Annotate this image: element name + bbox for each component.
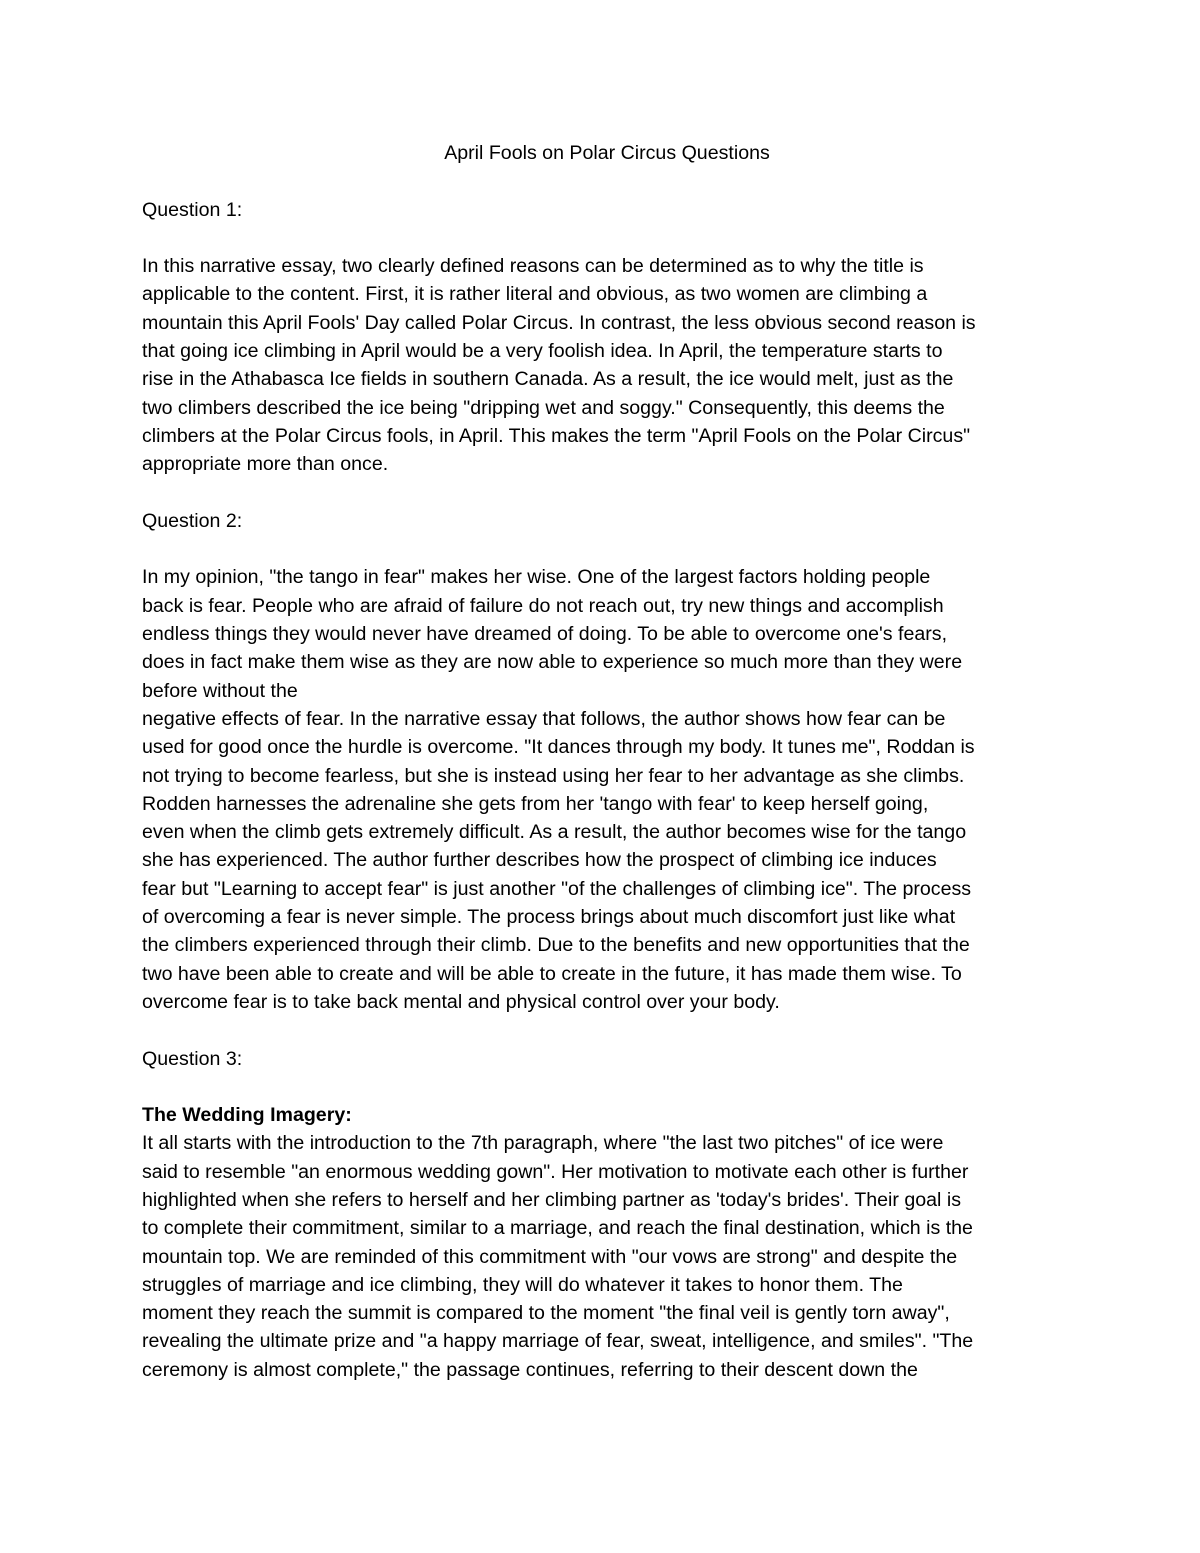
text-line: Rodden harnesses the adrenaline she gets from her 'tango with fear' to keep herself going, bbox=[142, 792, 929, 815]
text-line: before without the bbox=[142, 679, 298, 702]
text-line: not trying to become fearless, but she is instead using her fear to her advantage as she climbs. bbox=[142, 764, 965, 787]
text-line: In this narrative essay, two clearly defined reasons can be determined as to why the title is bbox=[142, 255, 924, 278]
text-line: of overcoming a fear is never simple. The process brings about much discomfort just like what bbox=[142, 906, 956, 929]
text-line: revealing the ultimate prize and "a happy marriage of fear, sweat, intelligence, and smiles". "The bbox=[142, 1330, 974, 1353]
text-line: rise in the Athabasca Ice fields in southern Canada. As a result, the ice would melt, just as the bbox=[142, 368, 954, 391]
document-body bbox=[142, 139, 1072, 1412]
text-line: even when the climb gets extremely difficult. As a result, the author becomes wise for the tango bbox=[142, 821, 967, 844]
text-line: ceremony is almost complete," the passage continues, referring to their descent down the bbox=[142, 1358, 918, 1381]
text-line: moment they reach the summit is compared to the moment "the final veil is gently torn away", bbox=[142, 1302, 950, 1325]
text-line: to complete their commitment, similar to a marriage, and reach the final destination, which is the bbox=[142, 1217, 973, 1240]
text-line: endless things they would never have dreamed of doing. To be able to overcome one's fears, bbox=[142, 623, 948, 646]
text-line: applicable to the content. First, it is rather literal and obvious, as two women are climbing a bbox=[142, 283, 928, 306]
question-3-answer bbox=[142, 1101, 1072, 1384]
question-3-heading: Question 3: bbox=[142, 1047, 243, 1070]
text-line: the climbers experienced through their climb. Due to the benefits and new opportunities that the bbox=[142, 934, 970, 957]
text-line: said to resemble "an enormous wedding gown". Her motivation to motivate each other is further bbox=[142, 1160, 969, 1183]
text-line: used for good once the hurdle is overcome. "It dances through my body. It tunes me", Roddan is bbox=[142, 736, 975, 759]
question-2-answer bbox=[142, 563, 1072, 1016]
text-line: two have been able to create and will be able to create in the future, it has made them wise. To bbox=[142, 962, 962, 985]
document-title: April Fools on Polar Circus Questions bbox=[444, 142, 770, 164]
text-line: climbers at the Polar Circus fools, in April. This makes the term "April Fools on the Polar Circus" bbox=[142, 424, 971, 447]
text-line: mountain this April Fools' Day called Polar Circus. In contrast, the less obvious second reason is bbox=[142, 311, 976, 334]
text-line: overcome fear is to take back mental and physical control over your body. bbox=[142, 990, 780, 1013]
text-line: that going ice climbing in April would be a very foolish idea. In April, the temperature starts to bbox=[142, 340, 943, 363]
text-line: back is fear. People who are afraid of failure do not reach out, try new things and accomplish bbox=[142, 594, 944, 617]
text-line: mountain top. We are reminded of this commitment with "our vows are strong" and despite the bbox=[142, 1245, 958, 1268]
text-line: fear but "Learning to accept fear" is just another "of the challenges of climbing ice". The process bbox=[142, 877, 972, 900]
question-1-heading: Question 1: bbox=[142, 198, 243, 221]
question-2-heading: Question 2: bbox=[142, 509, 243, 532]
text-line: appropriate more than once. bbox=[142, 453, 389, 476]
text-line: she has experienced. The author further describes how the prospect of climbing ice induces bbox=[142, 849, 937, 872]
text-line: highlighted when she refers to herself and her climbing partner as 'today's brides'. Their goal is bbox=[142, 1188, 962, 1211]
text-line: struggles of marriage and ice climbing, they will do whatever it takes to honor them. The bbox=[142, 1273, 903, 1296]
text-line: does in fact make them wise as they are now able to experience so much more than they were bbox=[142, 651, 963, 674]
text-line: It all starts with the introduction to the 7th paragraph, where "the last two pitches" of ice were bbox=[142, 1132, 944, 1155]
text-line: In my opinion, "the tango in fear" makes her wise. One of the largest factors holding people bbox=[142, 566, 931, 589]
question-1-answer bbox=[142, 252, 1072, 478]
wedding-imagery-subheading: The Wedding Imagery: bbox=[142, 1104, 352, 1127]
text-line: two climbers described the ice being "dripping wet and soggy." Consequently, this deems the bbox=[142, 396, 945, 419]
text-line: negative effects of fear. In the narrative essay that follows, the author shows how fear can be bbox=[142, 707, 946, 730]
